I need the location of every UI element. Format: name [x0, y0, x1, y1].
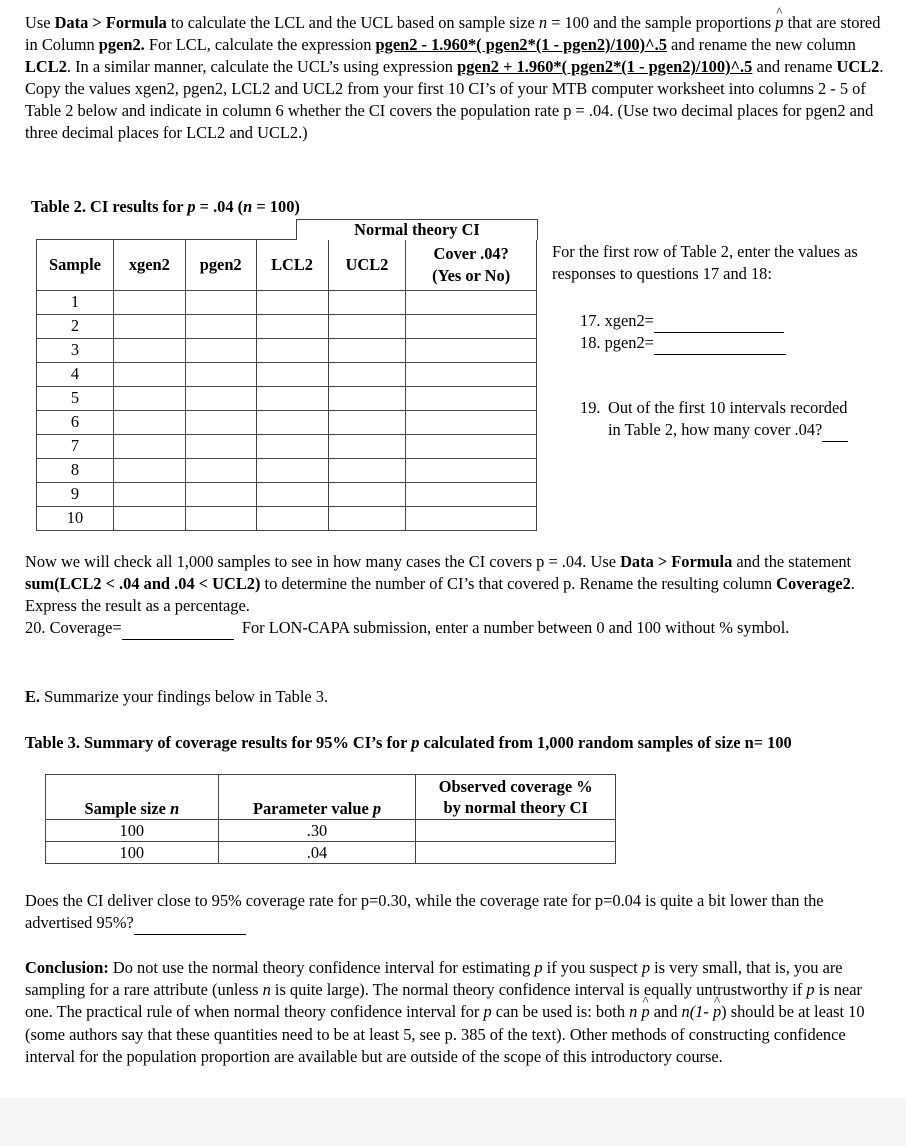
table2-caption: Table 2. CI results for p = .04 (n = 100) — [31, 197, 300, 216]
check-paragraph: Now we will check all 1,000 samples to see in how many cases the CI covers p = .04. Use Data > Formula and the statement sum(LCL2 < .04 and .04 < UCL2) to determine the number of CI’s that covered p. Rename the resulting column Coverage2. Express the result as a percentage. 20. Coverage= For LON-CAPA submission, enter a number between 0 and 100 without % symbol. — [25, 551, 885, 640]
coverage-question-blank[interactable] — [134, 912, 246, 935]
table-row: 4 — [37, 362, 537, 386]
col-header-sample: Sample — [37, 239, 114, 290]
col-header-lcl2: LCL2 — [256, 239, 328, 290]
coverage-cell[interactable] — [416, 842, 616, 864]
group-header-normal-theory: Normal theory CI — [296, 219, 538, 240]
table-row: 9 — [37, 482, 537, 506]
answer-17-blank[interactable] — [654, 310, 784, 333]
answer-18-blank[interactable] — [654, 332, 786, 355]
question-17: 17. xgen2= — [580, 310, 784, 333]
lcl-expression: pgen2 - 1.960*( pgen2*(1 - pgen2)/100)^.5 — [375, 35, 667, 54]
table-row: 100 .30 — [46, 820, 616, 842]
t3-header-parameter: Parameter value p — [218, 775, 416, 820]
col-header-xgen2: xgen2 — [113, 239, 185, 290]
table3-caption: Table 3. Summary of coverage results for 95% CI’s for p calculated from 1,000 random samples of size n= 100 — [25, 733, 792, 752]
table-row: 5 — [37, 386, 537, 410]
table-row: 8 — [37, 458, 537, 482]
question-20: 20. Coverage= For LON-CAPA submission, enter a number between 0 and 100 without % symbol. — [25, 617, 885, 640]
section-e-heading: E. Summarize your findings below in Table 3. — [25, 687, 329, 706]
coverage-question: Does the CI deliver close to 95% coverage rate for p=0.30, while the coverage rate for p=0.04 is quite a bit lower than the advertised 95%? — [25, 890, 855, 935]
t3-header-coverage: Observed coverage % by normal theory CI — [416, 775, 616, 820]
copy-instructions: Copy the values xgen2, pgen2, LCL2 and UCL2 from your first 10 CI’s of your MTB computer worksheet into columns 2 - 5 of Table 2 below and indicate in column 6 whether the CI covers the population rate p = .04. (Use two decimal places for pgen2 and three decimal places for LCL2 and UCL2.) — [25, 79, 874, 142]
question-19: Out of the first 10 intervals recorded in Table 2, how many cover .04? — [608, 397, 858, 442]
table2 — [36, 219, 537, 531]
col-header-cover: Cover .04? (Yes or No) — [406, 239, 537, 290]
table-row: 7 — [37, 434, 537, 458]
question-19-number: 19. — [580, 398, 601, 417]
p-hat-symbol: p ^ — [775, 12, 783, 34]
question-18: 18. pgen2= — [580, 332, 786, 355]
table-row: 2 — [37, 314, 537, 338]
table-row: 10 — [37, 506, 537, 530]
t3-header-sample-size: Sample size n — [46, 775, 219, 820]
table-row: 100 .04 — [46, 842, 616, 864]
table3 — [45, 774, 616, 864]
coverage-cell[interactable] — [416, 820, 616, 842]
side-intro: For the first row of Table 2, enter the values as responses to questions 17 and 18: — [552, 242, 858, 283]
intro-paragraph — [25, 12, 885, 144]
col-header-pgen2: pgen2 — [185, 239, 256, 290]
conclusion-paragraph: Conclusion: Do not use the normal theory confidence interval for estimating p if you suspect p is very small, that is, you are sampling for a rare attribute (unless n is quite large). The normal theory confidence interval is equally untrustworthy if p is near one. The practical rule of when normal theory confidence interval for p can be used is: both n p ^ and n(1- p ^) should be at least 10 (some authors say that these quantities need to be at least 5, see p. 385 of the text). Other methods of constructing confidence interval for the population proportion are available but are outside of the scope of this introductory course. — [25, 957, 885, 1068]
col-header-ucl2: UCL2 — [328, 239, 406, 290]
answer-19-blank[interactable] — [822, 419, 848, 442]
answer-20-blank[interactable] — [122, 617, 234, 640]
bottom-margin — [0, 1098, 906, 1146]
table-row: 6 — [37, 410, 537, 434]
intro-instructions: Use Data > Formula to calculate the LCL and the UCL based on sample size n = 100 and the sample proportions p ^ that are stored in Column pgen2. For LCL, calculate the expression pgen2 - 1.960*( pgen2*(1 - pgen2)/100)^.5 and rename the new column LCL2. In a similar manner, calculate the UCL’s using expression pgen2 + 1.960*( pgen2*(1 - pgen2)/100)^.5 and rename UCL2. — [25, 12, 885, 78]
table-row: 3 — [37, 338, 537, 362]
ucl-expression: pgen2 + 1.960*( pgen2*(1 - pgen2)/100)^.5 — [457, 57, 753, 76]
table-row: 1 — [37, 290, 537, 314]
